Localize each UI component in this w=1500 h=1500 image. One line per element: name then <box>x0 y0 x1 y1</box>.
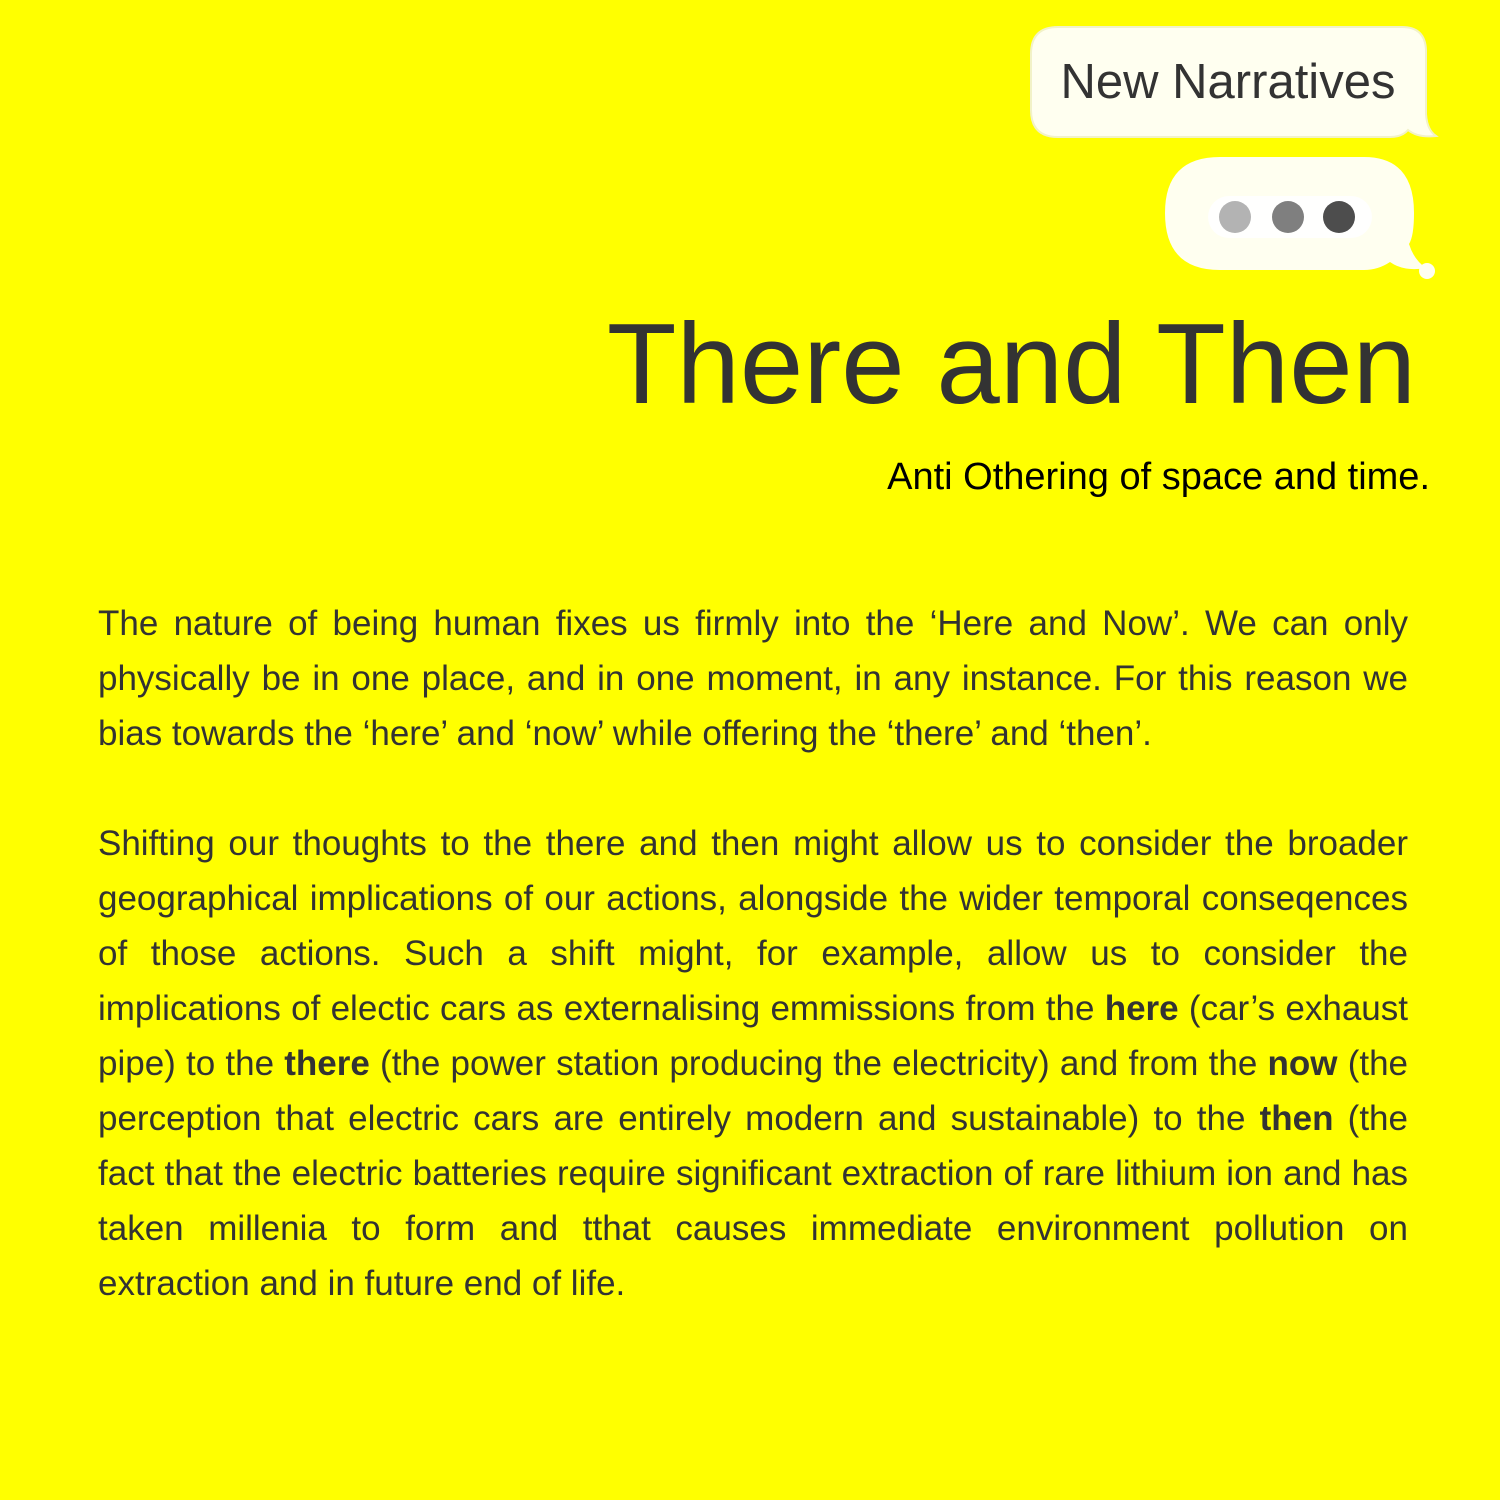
body-text <box>98 596 1408 1311</box>
paragraph-2-part-3: (the power station producing the electricity) and from the <box>369 1044 1268 1083</box>
paragraph-2-part-4: (the perception that electric cars are entirely modern and sustainable) to the <box>98 1044 1409 1138</box>
paragraph-2 <box>98 816 1408 1311</box>
typing-indicator-icon <box>1164 156 1438 286</box>
bold-there: there <box>284 1044 370 1083</box>
typing-dot-2 <box>1272 201 1304 233</box>
page-subtitle: Anti Othering of space and time. <box>887 456 1430 498</box>
typing-dot-1 <box>1219 201 1251 233</box>
paragraph-2-part-1: Shifting our thoughts to the there and then might allow us to consider the broader geographical implications of our actions, alongside the wider temporal conseqences of those actions. Such a shift might, for example, allow us to consider the implications of electic cars as externalising emmissions from the <box>98 824 1408 1028</box>
typing-indicator-bubble <box>1164 156 1438 286</box>
paragraph-1: The nature of being human fixes us firmly into the ‘Here and Now’. We can only physically be in one place, and in one moment, in any instance. For this reason we bias towards the ‘here’ and ‘now’ while offering the ‘there’ and ‘then’. <box>98 604 1408 753</box>
label-text: New Narratives <box>1060 55 1396 109</box>
bold-then: then <box>1259 1099 1334 1138</box>
page-title: There and Then <box>606 301 1416 428</box>
typing-dot-3 <box>1323 201 1355 233</box>
bold-here: here <box>1104 989 1179 1028</box>
bold-now: now <box>1267 1044 1338 1083</box>
paragraph-2-part-5: (the fact that the electric batteries require significant extraction of rare lithium ion and has taken millenia to form and tthat causes immediate environment pollution on extraction and in future end of life. <box>98 1099 1408 1303</box>
paragraph-2-part-2: (car’s exhaust pipe) to the <box>98 989 1408 1083</box>
label-speech-bubble <box>1030 26 1430 138</box>
